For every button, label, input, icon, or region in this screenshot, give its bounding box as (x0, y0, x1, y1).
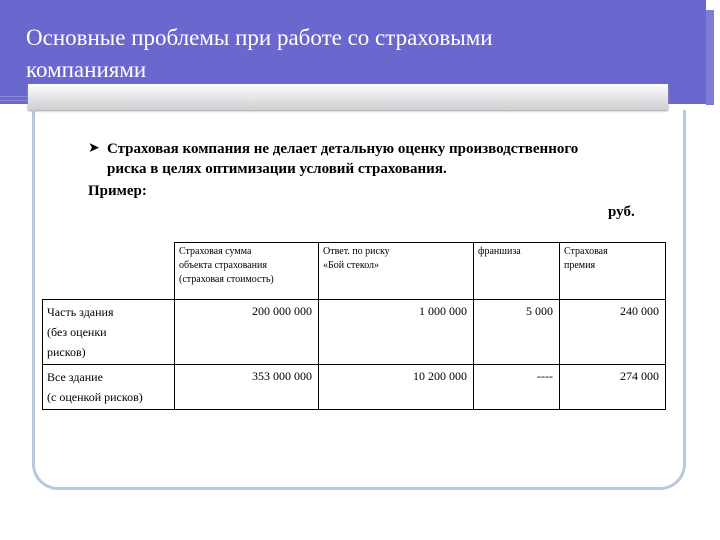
header-text: объекта страхования (179, 260, 267, 271)
table-row (43, 300, 666, 365)
title-underline-bar (28, 84, 668, 110)
slide-title-line-1: Основные проблемы при работе со страховыми (26, 25, 493, 50)
slide-title (26, 22, 666, 86)
insured-sum-cell: 353 000 000 (175, 365, 319, 410)
header-text: франшиза (478, 246, 521, 257)
header-text: Страховая (564, 246, 608, 257)
row-label-text: рисков) (47, 345, 86, 359)
header-text: премия (564, 260, 596, 271)
liability-cell: 10 200 000 (319, 365, 474, 410)
row-label-text: Все здание (47, 370, 103, 384)
header-insured-sum (175, 243, 319, 300)
divider-line (0, 100, 28, 101)
divider-line (0, 96, 28, 97)
empty-header-cell (43, 243, 175, 300)
header-deductible (474, 243, 560, 300)
insured-sum-cell: 200 000 000 (175, 300, 319, 365)
header-text: Ответ. по риску (323, 246, 390, 257)
header-premium (560, 243, 666, 300)
example-label: Пример: (88, 183, 147, 199)
header-text: (страховая стоимость) (179, 274, 274, 285)
header-text: Страховая сумма (179, 246, 252, 257)
currency-unit: руб. (608, 204, 635, 220)
slide-title-line-2: компаниями (26, 57, 147, 82)
deductible-cell: 5 000 (474, 300, 560, 365)
row-label-text: (с оценкой рисков) (47, 390, 143, 404)
title-bar-accent-strip (706, 10, 714, 105)
liability-cell: 1 000 000 (319, 300, 474, 365)
premium-cell: 274 000 (560, 365, 666, 410)
bullet-text-line-1: Страховая компания не делает детальную оценку производственного (107, 141, 579, 157)
row-label (43, 365, 175, 410)
row-label-text: Часть здания (47, 305, 114, 319)
premium-cell: 240 000 (560, 300, 666, 365)
table-row (43, 365, 666, 410)
arrow-bullet-icon: ➤ (88, 141, 100, 156)
deductible-cell: ---- (474, 365, 560, 410)
row-label (43, 300, 175, 365)
header-text: «Бой стекол» (323, 260, 380, 271)
insurance-comparison-table (42, 242, 666, 410)
header-liability (319, 243, 474, 300)
row-label-text: (без оценки (47, 325, 107, 339)
bullet-text-line-2: риска в целях оптимизации условий страхования. (107, 161, 447, 177)
bullet-text (107, 139, 687, 179)
table-header-row (43, 243, 666, 300)
